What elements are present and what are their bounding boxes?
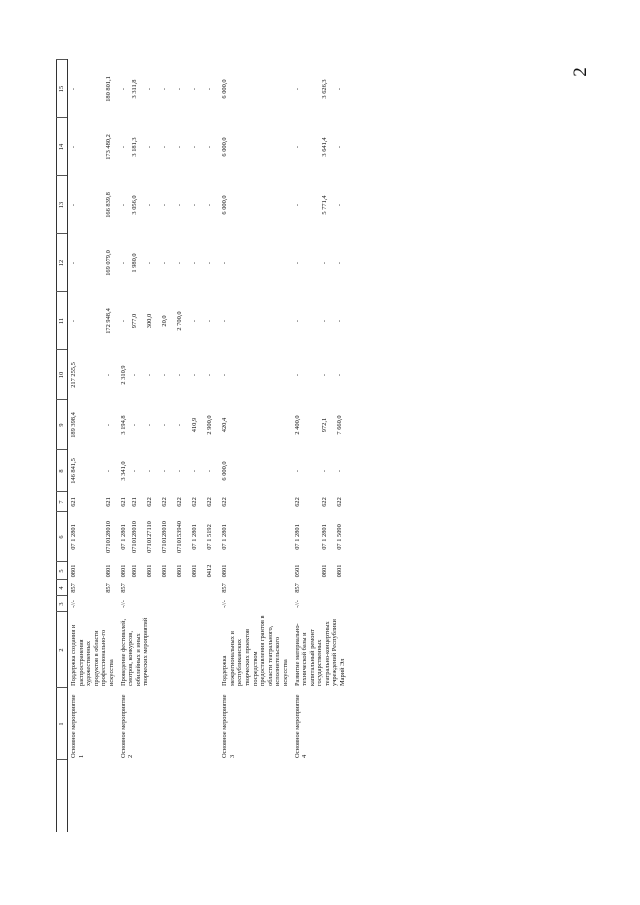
cell-c14: -: [176, 145, 184, 149]
cell-c9: 7 660,0: [335, 415, 343, 435]
cell-c4: [319, 580, 334, 596]
cell-c15: -: [161, 87, 169, 91]
cell-c8: -: [206, 469, 214, 473]
cell-c15: -: [191, 87, 199, 91]
cell-c5: 0801: [104, 564, 112, 578]
cell-c13: -: [146, 203, 154, 207]
cell-c5: 0801: [176, 564, 184, 578]
cell-c15: -: [176, 87, 184, 91]
cell-c8: -: [293, 469, 301, 473]
cell-c4: [189, 580, 204, 596]
cell-c3: [159, 596, 174, 612]
cell-c7: 621: [104, 497, 112, 507]
margin-cell: [219, 760, 291, 832]
cell-c9: -: [131, 423, 139, 427]
cell-c15: 180 801,1: [104, 76, 112, 102]
column-number: 13: [57, 176, 68, 234]
cell-c10: -: [104, 373, 112, 377]
cell-c5: 0801: [161, 564, 169, 578]
cell-c3: -//-: [293, 600, 301, 608]
column-number-row: [57, 60, 68, 832]
cell-c3: [189, 596, 204, 612]
cell-c15: 3 626,3: [320, 79, 328, 99]
cell-c3: [103, 596, 118, 612]
cell-c6: 07 1 2801: [221, 524, 229, 550]
cell-c14: -: [191, 145, 199, 149]
cell-c4: 857: [221, 583, 229, 593]
cell-c14: 6 000,0: [221, 137, 229, 157]
event-description: Поддержка межрегиональных и республиканских творческих проектов посредством предоставления грантов в области театрального, исполнительского искусства: [221, 615, 289, 686]
cell-c6: 0710127110: [146, 521, 154, 553]
cell-c4: 857: [119, 583, 127, 593]
event-name: Основное мероприятие 4: [293, 694, 309, 758]
cell-c14: 3 641,4: [320, 137, 328, 157]
cell-c6: 07 1 2801: [70, 524, 77, 550]
cell-c5: 0801: [70, 564, 77, 578]
column-number: 4: [57, 580, 68, 596]
cell-c10: -: [131, 373, 139, 377]
cell-c12: -: [176, 261, 184, 265]
cell-c15: -: [293, 87, 301, 91]
cell-c5: 0801: [320, 564, 328, 578]
cell-c11: 2 700,0: [176, 311, 184, 331]
cell-c13: -: [119, 203, 127, 207]
cell-c9: 189 398,4: [70, 412, 77, 438]
cell-c13: -: [70, 203, 77, 207]
column-number: 3: [57, 596, 68, 612]
cell-c12: 169 079,0: [104, 250, 112, 276]
cell-c5: 0801: [335, 564, 343, 578]
cell-c15: -: [206, 87, 214, 91]
cell-c8: -: [131, 469, 139, 473]
cell-c11: 172 948,4: [104, 308, 112, 334]
cell-c9: 2 400,0: [293, 415, 301, 435]
cell-c15: 3 311,8: [131, 79, 139, 99]
cell-c12: -: [70, 261, 77, 265]
cell-c5: 0801: [221, 564, 229, 578]
table-row: [219, 60, 291, 832]
cell-c12: -: [119, 261, 127, 265]
cell-c6: 07 1 2801: [320, 524, 328, 550]
table-body: [57, 60, 349, 832]
cell-c12: -: [146, 261, 154, 265]
cell-c6: 07 1 2801: [191, 524, 199, 550]
cell-c13: 6 000,0: [221, 195, 229, 215]
table-row: [118, 60, 130, 832]
margin-cell: [189, 760, 204, 832]
cell-c6: 0710128010: [131, 521, 139, 553]
cell-c8: -: [176, 469, 184, 473]
budget-table: [56, 60, 349, 833]
cell-c5: 0801: [191, 564, 199, 578]
page-number: 2: [570, 67, 591, 77]
cell-c3: [144, 596, 159, 612]
cell-c12: -: [206, 261, 214, 265]
cell-c13: 3 056,0: [131, 195, 139, 215]
cell-c11: -: [191, 319, 199, 323]
cell-c4: 857: [104, 583, 112, 593]
cell-c14: -: [206, 145, 214, 149]
cell-c10: 217 255,5: [70, 362, 77, 388]
cell-c11: 300,0: [146, 313, 154, 329]
cell-c9: 3 194,8: [119, 415, 127, 435]
margin-cell: [118, 760, 130, 832]
cell-c7: 621: [70, 497, 77, 507]
cell-c12: -: [335, 261, 343, 265]
margin-cell: [103, 760, 118, 832]
cell-c8: 3 341,0: [119, 461, 127, 481]
cell-c15: -: [146, 87, 154, 91]
cell-c7: 622: [335, 497, 343, 507]
cell-c14: 3 181,3: [131, 137, 139, 157]
column-number: 5: [57, 562, 68, 580]
cell-c6: 07 1 5192: [206, 524, 214, 550]
cell-c13: -: [161, 203, 169, 207]
column-number: 15: [57, 60, 68, 118]
column-number: 11: [57, 292, 68, 350]
cell-c6: 0710128010: [161, 521, 169, 553]
cell-c8: 146 841,5: [70, 458, 77, 484]
cell-c13: -: [335, 203, 343, 207]
cell-c6: 0710153940: [176, 521, 184, 553]
cell-c12: -: [320, 261, 328, 265]
event-name: Основное мероприятие 1: [70, 694, 85, 758]
column-number: 14: [57, 118, 68, 176]
cell-c4: [144, 580, 159, 596]
margin-cell: [174, 760, 189, 832]
cell-c13: -: [191, 203, 199, 207]
cell-c9: 2 900,0: [206, 415, 214, 435]
cell-c10: -: [146, 373, 154, 377]
cell-c6: 07 1 5090: [335, 524, 343, 550]
event-name: Основное мероприятие 2: [119, 694, 135, 758]
cell-c11: -: [293, 319, 301, 323]
cell-c9: -: [104, 423, 112, 427]
event-description: Поддержка создания и распространения художественных продуктов в области профессионально-го искусства: [70, 624, 115, 686]
cell-c9: 420,4: [221, 417, 229, 433]
cell-c9: -: [176, 423, 184, 427]
cell-c11: -: [206, 319, 214, 323]
cell-c7: 622: [146, 497, 154, 507]
cell-c14: 173 480,2: [104, 134, 112, 160]
cell-c7: 621: [119, 497, 127, 507]
cell-c10: -: [161, 373, 169, 377]
cell-c7: 622: [293, 497, 301, 507]
cell-c12: -: [191, 261, 199, 265]
column-number: 8: [57, 450, 68, 492]
margin-cell: [129, 760, 144, 832]
cell-c9: 972,1: [320, 417, 328, 433]
cell-c12: -: [221, 261, 229, 265]
margin-cell: [68, 760, 103, 832]
cell-c7: 621: [131, 497, 139, 507]
cell-c5: 0801: [146, 564, 154, 578]
margin-cell: [334, 760, 349, 832]
cell-c12: -: [293, 261, 301, 265]
cell-c9: 410,9: [191, 417, 199, 433]
column-number: 9: [57, 400, 68, 450]
cell-c4: [174, 580, 189, 596]
cell-c10: -: [293, 373, 301, 377]
cell-c11: -: [320, 319, 328, 323]
cell-c6: 07 1 2801: [119, 524, 127, 550]
cell-c9: -: [161, 423, 169, 427]
cell-c8: 6 000,0: [221, 461, 229, 481]
column-number: 7: [57, 492, 68, 512]
cell-c14: -: [161, 145, 169, 149]
cell-c13: -: [293, 203, 301, 207]
cell-c10: -: [206, 373, 214, 377]
margin-cell: [144, 760, 159, 832]
cell-c4: [129, 580, 144, 596]
budget-table-sheet: [56, 60, 544, 832]
cell-c7: 622: [191, 497, 199, 507]
cell-c15: -: [70, 87, 77, 91]
column-number: 6: [57, 512, 68, 562]
cell-c3: -//-: [221, 600, 229, 608]
cell-c8: -: [161, 469, 169, 473]
cell-c5: 0412: [206, 564, 214, 578]
cell-c15: 6 000,0: [221, 79, 229, 99]
cell-c5: 0801: [119, 564, 127, 578]
cell-c12: -: [161, 261, 169, 265]
cell-c14: -: [146, 145, 154, 149]
event-description: Развитие материально-технической базы и капитальный ремонт государственных театрально-концертных учреждений Республики Марий Эл: [293, 619, 347, 686]
cell-c15: -: [335, 87, 343, 91]
cell-c8: -: [191, 469, 199, 473]
cell-c10: -: [335, 373, 343, 377]
cell-c3: [204, 596, 219, 612]
cell-c13: -: [176, 203, 184, 207]
cell-c10: -: [176, 373, 184, 377]
cell-c13: -: [206, 203, 214, 207]
margin-cell: [204, 760, 219, 832]
cell-c8: -: [104, 469, 112, 473]
cell-c7: 622: [206, 497, 214, 507]
cell-c8: -: [146, 469, 154, 473]
cell-c4: [334, 580, 349, 596]
cell-c9: -: [146, 423, 154, 427]
column-number: 1: [57, 688, 68, 760]
cell-c4: [159, 580, 174, 596]
cell-c10: 2 310,9: [119, 365, 127, 385]
cell-c7: 622: [320, 497, 328, 507]
cell-c11: 977,0: [131, 313, 139, 329]
cell-c4: [204, 580, 219, 596]
column-number: 10: [57, 350, 68, 400]
column-number: 12: [57, 234, 68, 292]
cell-c7: 622: [221, 497, 229, 507]
table-row: [68, 60, 103, 832]
cell-c13: 5 771,4: [320, 195, 328, 215]
cell-c14: -: [335, 145, 343, 149]
cell-c5: 0501: [293, 564, 301, 578]
cell-c8: -: [320, 469, 328, 473]
cell-c11: -: [221, 319, 229, 323]
cell-c11: 20,0: [161, 315, 169, 327]
event-name: Основное мероприятие 3: [221, 694, 236, 758]
cell-c3: [174, 596, 189, 612]
cell-c10: -: [320, 373, 328, 377]
cell-c12: 1 980,0: [131, 253, 139, 273]
event-description: Проведение фестивалей, смотров, конкурсов, юбилейных и иных творческих мероприятий: [119, 617, 150, 686]
cell-c11: -: [335, 319, 343, 323]
margin-cell: [292, 760, 319, 832]
cell-c7: 622: [176, 497, 184, 507]
column-number: 2: [57, 612, 68, 688]
cell-c15: -: [119, 87, 127, 91]
cell-c6: 0710128010: [104, 521, 112, 553]
cell-c14: -: [293, 145, 301, 149]
cell-c10: -: [221, 373, 229, 377]
cell-c4: 857: [293, 583, 301, 593]
cell-c3: [319, 596, 334, 612]
cell-c4: 857: [70, 583, 77, 593]
cell-c14: -: [119, 145, 127, 149]
cell-c6: 07 1 2801: [293, 524, 301, 550]
cell-c11: -: [70, 319, 77, 323]
cell-c3: [129, 596, 144, 612]
margin-cell: [319, 760, 334, 832]
cell-c14: -: [70, 145, 77, 149]
cell-c7: 622: [161, 497, 169, 507]
cell-c11: -: [119, 319, 127, 323]
cell-c10: -: [191, 373, 199, 377]
margin-cell: [159, 760, 174, 832]
cell-c3: -//-: [70, 600, 77, 608]
cell-c3: -//-: [119, 600, 127, 608]
cell-c5: 0801: [131, 564, 139, 578]
table-row: [292, 60, 319, 832]
cell-c3: [334, 596, 349, 612]
cell-c8: -: [335, 469, 343, 473]
cell-c13: 166 839,8: [104, 192, 112, 218]
